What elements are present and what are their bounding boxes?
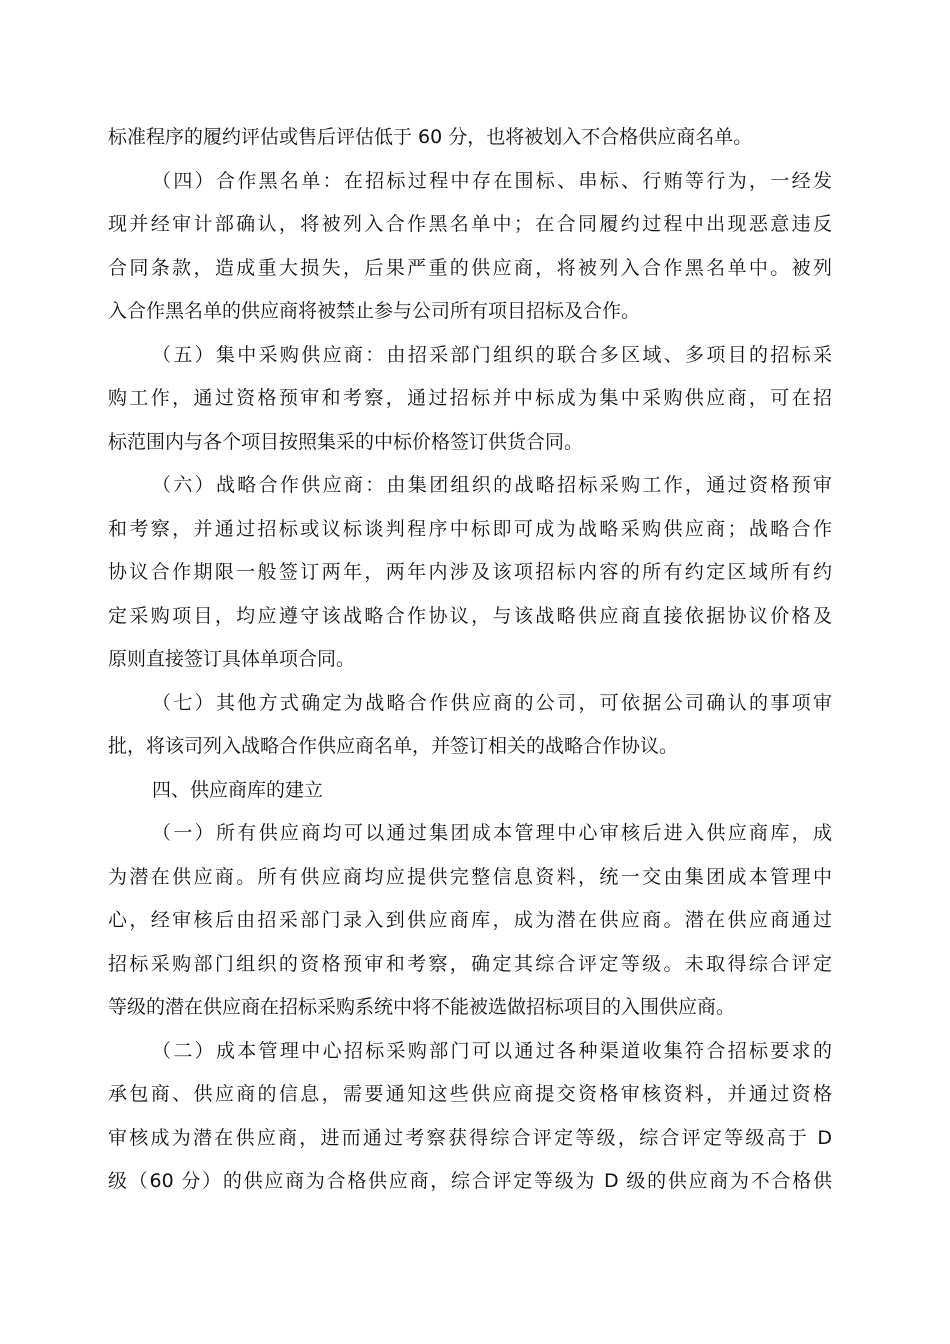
text-line: 审核成为潜在供应商，进而通过考察获得综合评定等级，综合评定等级高于 D (108, 1126, 832, 1149)
text-line: （四）合作黑名单：在招标过程中存在围标、串标、行贿等行为，一经发 (152, 169, 832, 192)
text-line: 定采购项目，均应遵守该战略合作协议，与该战略供应商直接依据协议价格及 (108, 604, 832, 627)
text-line: 招标采购部门组织的资格预审和考察，确定其综合评定等级。未取得综合评定 (108, 952, 832, 975)
text-line: 心，经审核后由招采部门录入到供应商库，成为潜在供应商。潜在供应商通过 (108, 909, 832, 931)
paragraph-p7 (108, 1030, 832, 1204)
text-line: 标范围内与各个项目按照集采的中标价格签订供货合同。 (108, 430, 584, 453)
text-line: （二）成本管理中心招标采购部门可以通过各种渠道收集符合招标要求的 (152, 1039, 832, 1062)
paragraph-p1 (108, 160, 832, 334)
text-line: 级（60 分）的供应商为合格供应商，综合评定等级为 D 级的供应商为不合格供 (108, 1170, 832, 1192)
paragraph-p6 (108, 812, 832, 1030)
text-line: （五）集中采购供应商：由招采部门组织的联合多区域、多项目的招标采 (152, 343, 832, 366)
text-line: 和考察，并通过招标或议标谈判程序中标即可成为战略采购供应商；战略合作 (108, 517, 832, 540)
paragraph-p2 (108, 334, 832, 465)
text-line: （一）所有供应商均可以通过集团成本管理中心审核后进入供应商库，成 (152, 822, 832, 844)
text-line: 承包商、供应商的信息，需要通知这些供应商提交资格审核资料，并通过资格 (108, 1083, 832, 1105)
paragraph-p5 (108, 769, 832, 813)
paragraph-p4 (108, 682, 832, 769)
text-line: 等级的潜在供应商在招标采购系统中将不能被选做招标项目的入围供应商。 (108, 996, 736, 1018)
text-line: （七）其他方式确定为战略合作供应商的公司，可依据公司确认的事项审 (152, 691, 832, 714)
text-line: 批，将该司列入战略合作供应商名单，并签订相关的战略合作协议。 (108, 735, 679, 757)
text-line: （六）战略合作供应商：由集团组织的战略招标采购工作，通过资格预审 (152, 474, 832, 496)
text-line: 标准程序的履约评估或售后评估低于 60 分，也将被划入不合格供应商名单。 (108, 126, 753, 148)
text-line: 四、供应商库的建立 (152, 778, 324, 801)
text-line: 原则直接签订具体单项合同。 (108, 648, 356, 670)
text-line: 协议合作期限一般签订两年，两年内涉及该项招标内容的所有约定区域所有约 (108, 561, 832, 583)
text-line: 购工作，通过资格预审和考察，通过招标并中标成为集中采购供应商，可在招 (108, 387, 832, 409)
text-line: 合同条款，造成重大损失，后果严重的供应商，将被列入合作黑名单中。被列 (108, 256, 832, 279)
text-line: 为潜在供应商。所有供应商均应提供完整信息资料，统一交由集团成本管理中 (108, 865, 832, 888)
text-line: 入合作黑名单的供应商将被禁止参与公司所有项目招标及合作。 (108, 300, 641, 322)
document-body (108, 116, 832, 1204)
text-line: 现并经审计部确认，将被列入合作黑名单中；在合同履约过程中出现恶意违反 (108, 213, 832, 235)
paragraph-p0 (108, 116, 832, 160)
paragraph-p3 (108, 464, 832, 682)
